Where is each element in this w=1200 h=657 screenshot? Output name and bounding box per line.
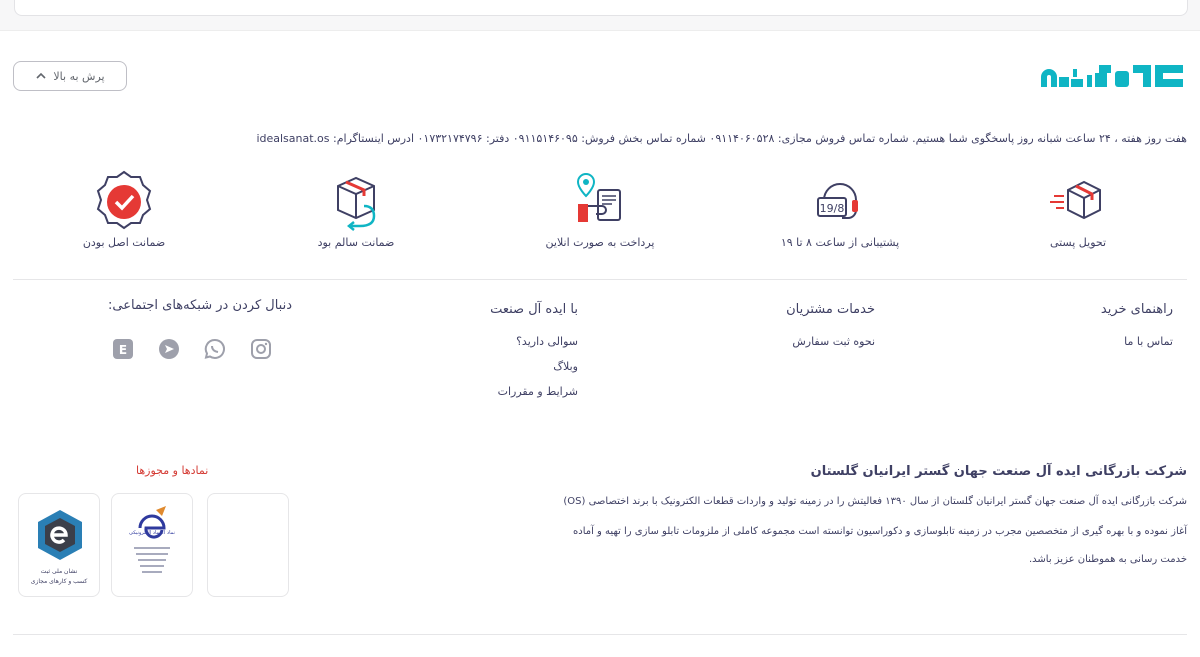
svg-text:E: E: [118, 343, 128, 357]
enamad-caption: نماد اعتماد الکترونیکی: [129, 530, 175, 536]
feature-support-hours: [740, 170, 940, 249]
top-bar-field[interactable]: [14, 0, 1188, 16]
enamad-logo: [126, 504, 178, 588]
feature-label: ضمانت اصل بودن: [82, 236, 166, 249]
company-description-line: خدمت رسانی به هموطنان عزیز باشد.: [1028, 554, 1187, 565]
footer-column-about: [490, 302, 578, 410]
return-box-icon: [324, 170, 388, 234]
union-logo: [35, 508, 85, 564]
union-caption: نشان ملی ثبت: [40, 568, 78, 575]
footer-link-terms[interactable]: شرایط و مقررات: [497, 385, 578, 398]
logo[interactable]: [1035, 61, 1185, 91]
badges-title: نمادها و مجوزها: [136, 464, 209, 477]
feature-label: پرداخت به صورت انلاین: [545, 236, 655, 249]
contact-info: هفت روز هفته ، ۲۴ ساعت شبانه روز پاسخگوی شما هستیم. شماره تماس فروش مجازی: ۰۹۱۱۴۰۶۰۵۲۸ شماره تماس بخش فروش: ۰۹۱۱۵۱۴۶۰۹۵ دفتر: ۰۱۷۳۲۱۷۴۷۹۶ ادرس اینستاگرام: idealsanat.os: [256, 132, 1187, 145]
feature-label: تحویل پستی: [1049, 236, 1107, 249]
back-to-top-button[interactable]: [13, 61, 127, 91]
social-title: دنبال کردن در شبکه‌های اجتماعی:: [108, 298, 293, 313]
badge-empty[interactable]: [207, 493, 289, 597]
whatsapp-icon[interactable]: [204, 338, 226, 360]
footer-link-blog[interactable]: وبلاگ: [553, 360, 578, 373]
telegram-icon[interactable]: [158, 338, 180, 360]
union-caption: کسب و کارهای مجازی: [30, 578, 88, 585]
column-title: خدمات مشتریان: [786, 302, 875, 317]
company-title: شرکت بازرگانی ایده آل صنعت جهان گستر ایرانیان گلستان: [810, 464, 1187, 479]
company-description-line: آغاز نموده و با بهره گیری از متخصصین مجرب در زمینه تابلوسازی و دکوراسیون توانسته است مجموعه کاملی از ملزومات تابلو سازی را تهیه و آماده: [573, 526, 1187, 537]
original-badge-icon: [92, 170, 156, 234]
feature-return-guarantee: [256, 170, 456, 249]
feature-original-guarantee: [24, 170, 224, 249]
postal-delivery-icon: [1046, 170, 1110, 234]
top-bar: [0, 0, 1200, 31]
feature-postal-delivery: [978, 170, 1178, 249]
column-title: با ایده آل صنعت: [490, 302, 578, 317]
eitaa-icon[interactable]: [112, 338, 134, 360]
company-description-line: شرکت بازرگانی ایده آل صنعت جهان گستر ایرانیان گلستان از سال ۱۳۹۰ فعالیتش را در زمینه تولید و واردات قطعات الکترونیک با برند اختصاصی (OS): [563, 496, 1187, 507]
badge-enamad[interactable]: [111, 493, 193, 597]
feature-online-payment: [500, 170, 700, 249]
online-payment-icon: [568, 170, 632, 234]
feature-label: پشتیبانی از ساعت ۸ تا ۱۹: [780, 236, 900, 249]
footer-column-services: [786, 302, 875, 360]
column-title: راهنمای خرید: [1100, 302, 1173, 317]
back-to-top-label: پرش به بالا: [53, 69, 105, 83]
feature-label: ضمانت سالم بود: [317, 236, 395, 249]
chevron-up-icon: [35, 70, 47, 82]
instagram-icon[interactable]: [250, 338, 272, 360]
badge-union[interactable]: [18, 493, 100, 597]
bottom-divider: [13, 634, 1187, 635]
footer-link-contact[interactable]: تماس با ما: [1124, 335, 1173, 348]
section-divider: [13, 279, 1187, 280]
support-hours-icon: [808, 170, 872, 234]
footer-column-guide: [1101, 302, 1173, 360]
svg-text:19/8: 19/8: [819, 202, 845, 215]
footer-link-order-guide[interactable]: نحوه ثبت سفارش: [792, 335, 875, 348]
footer-link-faq[interactable]: سوالی دارید؟: [516, 335, 578, 348]
